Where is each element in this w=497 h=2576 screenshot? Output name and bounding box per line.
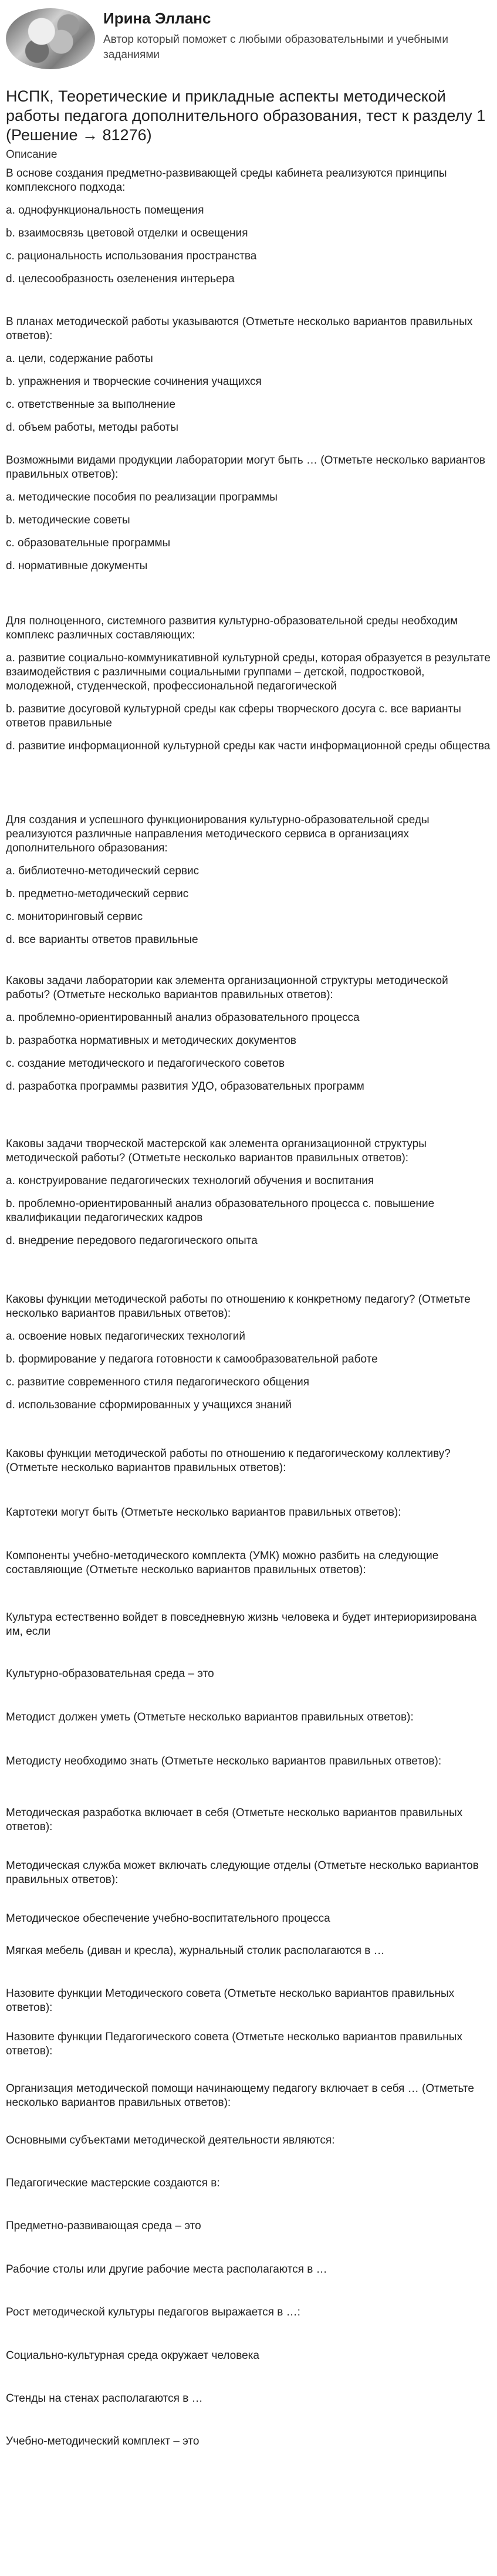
answer-option: a. освоение новых педагогических технологий	[6, 1330, 245, 1343]
page-title: НСПК, Теоретические и прикладные аспекты методической работы педагога дополнительного образования, тест к разделу 1 (Решение → 81276)	[6, 87, 486, 144]
question-block	[0, 1137, 497, 1248]
question-block	[0, 1806, 497, 1834]
answer-option: d. объем работы, методы работы	[6, 421, 178, 434]
answer-option: c. мониторинговый сервис	[6, 911, 143, 923]
answer-option: b. упражнения и творческие сочинения учащихся	[6, 376, 262, 388]
question-text: В планах методической работы указываются (Отметьте несколько вариантов правильных ответов):	[6, 316, 473, 342]
question-text: Методическая разработка включает в себя (Отметьте несколько вариантов правильных ответов):	[6, 1807, 463, 1833]
question-text: Культурно-образовательная среда – это	[6, 1668, 214, 1680]
answer-option: b. методические советы	[6, 514, 130, 526]
answer-option: a. проблемно-ориентированный анализ образовательного процесса	[6, 1012, 360, 1024]
answer-option: b. взаимосвязь цветовой отделки и освещения	[6, 227, 248, 239]
question-block	[0, 167, 497, 286]
question-block	[0, 2030, 497, 2058]
answer-option: d. все варианты ответов правильные	[6, 934, 198, 946]
question-text: Для полноценного, системного развития культурно-образовательной среды необходим комплекс различных составляющих:	[6, 615, 458, 641]
question-text: Назовите функции Методического совета (Отметьте несколько вариантов правильных ответов):	[6, 1987, 455, 2014]
answer-option: b. формирование у педагога готовности к самообразовательной работе	[6, 1353, 378, 1365]
answer-option: c. создание методического и педагогического советов	[6, 1057, 285, 1070]
question-text: Педагогические мастерские создаются в:	[6, 2177, 220, 2189]
question-text: Предметно-развивающая среда – это	[6, 2220, 201, 2232]
author-card	[0, 0, 497, 69]
question-text: Рост методической культуры педагогов выражается в …:	[6, 2306, 300, 2318]
answer-option: d. внедрение передового педагогического опыта	[6, 1235, 258, 1247]
question-text: Возможными видами продукции лаборатории могут быть … (Отметьте несколько вариантов правильных ответов):	[6, 454, 485, 481]
answer-option: b. предметно-методический сервис	[6, 888, 189, 900]
answer-option: b. развитие досуговой культурной среды как сферы творческого досуга с. все варианты ответов правильные	[6, 703, 461, 729]
question-text: Методическая служба может включать следующие отделы (Отметьте несколько вариантов правильных ответов):	[6, 1860, 479, 1886]
question-text: Стенды на стенах располагаются в …	[6, 2392, 203, 2405]
question-block	[0, 1667, 497, 1681]
answer-option: d. нормативные документы	[6, 560, 148, 572]
answer-option: d. использование сформированных у учащихся знаний	[6, 1399, 292, 1411]
question-block	[0, 2392, 497, 2406]
question-block	[0, 813, 497, 947]
question-block	[0, 2263, 497, 2277]
answer-option: c. образовательные программы	[6, 537, 171, 549]
question-text: Методист должен уметь (Отметьте несколько вариантов правильных ответов):	[6, 1711, 414, 1723]
question-block	[0, 1506, 497, 1520]
author-info	[103, 8, 455, 63]
question-block	[0, 1549, 497, 1577]
answer-option: d. целесообразность озеленения интерьера	[6, 273, 235, 285]
author-name[interactable]: Ирина Элланс	[103, 9, 211, 27]
question-text: Методическое обеспечение учебно-воспитательного процесса	[6, 1912, 330, 1925]
question-text: Каковы задачи лаборатории как элемента организационной структуры методической работы? (Отметьте несколько вариантов правильных ответов):	[6, 975, 448, 1001]
answer-option: c. развитие современного стиля педагогического общения	[6, 1376, 310, 1388]
question-block	[0, 614, 497, 753]
question-text: Социально-культурная среда окружает человека	[6, 2349, 259, 2362]
question-text: В основе создания предметно-развивающей среды кабинета реализуются принципы комплексного подхода:	[6, 167, 447, 194]
question-text: Назовите функции Педагогического совета (Отметьте несколько вариантов правильных ответов):	[6, 2031, 462, 2057]
author-description: Автор который поможет с любыми образовательными и учебными заданиями	[103, 33, 448, 61]
answer-option: c. ответственные за выполнение	[6, 398, 175, 411]
author-avatar[interactable]	[6, 8, 95, 69]
answer-option: c. рациональность использования пространства	[6, 250, 257, 262]
question-block	[0, 2082, 497, 2110]
answer-option: a. библиотечно-методический сервис	[6, 865, 200, 877]
answer-option: d. развитие информационной культурной среды как части информационной среды общества	[6, 740, 491, 752]
question-block	[0, 1447, 497, 1475]
question-block	[0, 1611, 497, 1639]
answer-option: b. разработка нормативных и методических документов	[6, 1035, 297, 1047]
question-text: Учебно-методический комплект – это	[6, 2435, 200, 2447]
question-text: Картотеки могут быть (Отметьте несколько вариантов правильных ответов):	[6, 1506, 401, 1519]
question-block	[0, 1859, 497, 1887]
question-text: Методисту необходимо знать (Отметьте несколько вариантов правильных ответов):	[6, 1755, 442, 1767]
question-text: Культура естественно войдет в повседневную жизнь человека и будет интериоризирована им, если	[6, 1611, 477, 1638]
answer-option: a. однофункциональность помещения	[6, 204, 204, 217]
question-block	[0, 2349, 497, 2363]
question-block	[0, 2305, 497, 2320]
question-text: Компоненты учебно-методического комплекта (УМК) можно разбить на следующие составляющие (Отметьте несколько вариантов правильных ответов):	[6, 1550, 439, 1576]
question-text: Каковы функции методической работы по отношению к конкретному педагогу? (Отметьте несколько вариантов правильных ответов):	[6, 1293, 471, 1320]
question-text: Для создания и успешного функционирования культурно-образовательной среды реализуются различные направления методического сервиса в организациях дополнительного образования:	[6, 814, 430, 854]
question-text: Рабочие столы или другие рабочие места располагаются в …	[6, 2263, 327, 2276]
question-block	[0, 2219, 497, 2233]
answer-option: a. методические пособия по реализации программы	[6, 491, 278, 503]
question-block	[0, 2176, 497, 2190]
question-text: Каковы задачи творческой мастерской как элемента организационной структуры методической работы? (Отметьте несколько вариантов правильных ответов):	[6, 1138, 427, 1164]
question-block	[0, 1912, 497, 1926]
question-text: Организация методической помощи начинающему педагогу включает в себя … (Отметьте несколько вариантов правильных ответов):	[6, 2083, 474, 2109]
question-block	[0, 1944, 497, 1958]
answer-option: d. разработка программы развития УДО, образовательных программ	[6, 1080, 364, 1093]
question-block	[0, 2134, 497, 2148]
question-text: Основными субъектами методической деятельности являются:	[6, 2134, 335, 2146]
answer-option: a. конструирование педагогических технологий обучения и воспитания	[6, 1175, 374, 1187]
answer-option: a. цели, содержание работы	[6, 353, 153, 365]
answer-option: b. проблемно-ориентированный анализ образовательного процесса с. повышение квалификации педагогических кадров	[6, 1198, 435, 1224]
question-block	[0, 315, 497, 435]
question-text: Мягкая мебель (диван и кресла), журнальный столик располагаются в …	[6, 1945, 385, 1957]
question-block	[0, 1987, 497, 2015]
answer-option: a. развитие социально-коммуникативной культурной среды, которая образуется в результате взаимодействия с различными социальными группами – детской, подростковой, молодежной, студенческой, профессиональной педагогической	[6, 652, 491, 692]
question-text: Каковы функции методической работы по отношению к педагогическому коллективу? (Отметьте несколько вариантов правильных ответов):	[6, 1448, 451, 1474]
question-block	[0, 2435, 497, 2449]
question-block	[0, 1754, 497, 1769]
question-block	[0, 974, 497, 1094]
description-label: Описание	[6, 148, 58, 161]
question-block	[0, 1710, 497, 1725]
question-block	[0, 1293, 497, 1412]
question-block	[0, 454, 497, 573]
